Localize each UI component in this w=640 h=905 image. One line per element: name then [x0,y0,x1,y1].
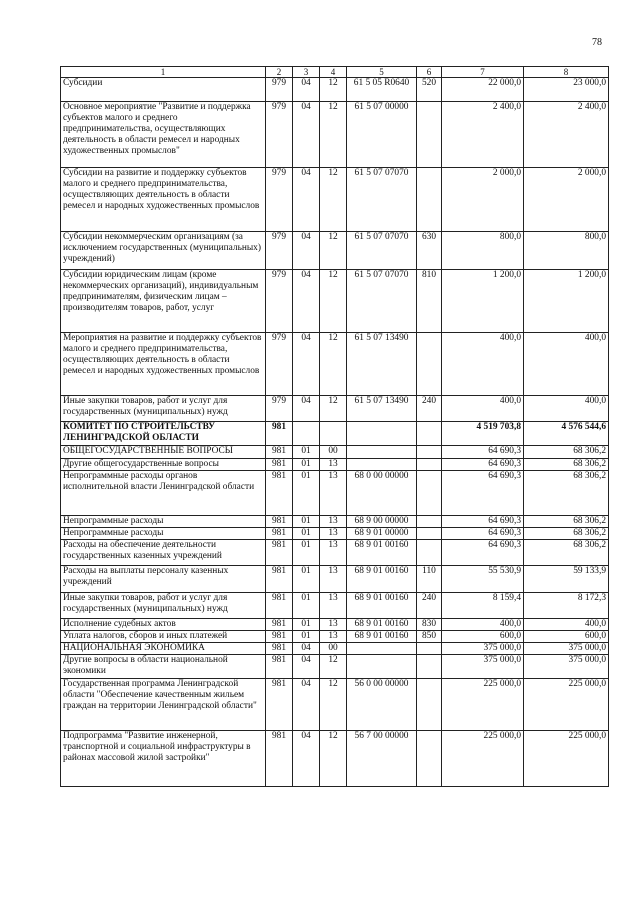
row-section-cell: 04 [293,655,320,679]
row-name-cell: Мероприятия на развитие и поддержку субъектов малого и среднего предпринимательства, осуществляющих деятельность в области ремесел и народных художественных промыслов [61,333,266,396]
row-amount-year1-cell: 64 690,3 [442,528,524,540]
row-subsection-cell: 00 [320,643,347,655]
row-expense-type-cell [417,422,442,446]
table-row [61,631,609,643]
row-expense-type-cell [417,459,442,471]
row-grbs-cell: 979 [266,102,293,168]
row-subsection-cell: 13 [320,631,347,643]
row-name-cell: Непрограммные расходы органов исполнительной власти Ленинградской области [61,471,266,516]
table-row [61,679,609,731]
row-grbs-cell: 979 [266,78,293,102]
row-amount-year1-cell: 400,0 [442,619,524,631]
row-expense-type-cell: 630 [417,232,442,270]
row-target-article-cell: 68 9 01 00000 [347,528,417,540]
row-amount-year2-cell: 23 000,0 [524,78,609,102]
header-cell: 6 [417,67,442,78]
table-row [61,528,609,540]
row-amount-year2-cell: 400,0 [524,333,609,396]
row-section-cell: 04 [293,333,320,396]
table-row [61,270,609,333]
row-subsection-cell: 12 [320,232,347,270]
header-cell: 7 [442,67,524,78]
row-section-cell: 01 [293,528,320,540]
row-amount-year1-cell: 8 159,4 [442,593,524,619]
row-grbs-cell: 981 [266,731,293,787]
row-expense-type-cell: 850 [417,631,442,643]
row-expense-type-cell [417,731,442,787]
row-target-article-cell: 68 9 01 00160 [347,540,417,566]
table-row [61,78,609,102]
row-name-cell: КОМИТЕТ ПО СТРОИТЕЛЬСТВУ ЛЕНИНГРАДСКОЙ ОБЛАСТИ [61,422,266,446]
row-amount-year1-cell: 2 000,0 [442,168,524,232]
row-expense-type-cell [417,446,442,459]
row-section-cell: 04 [293,168,320,232]
row-expense-type-cell [417,102,442,168]
row-amount-year2-cell: 59 133,9 [524,566,609,593]
row-amount-year1-cell: 225 000,0 [442,679,524,731]
row-amount-year2-cell: 600,0 [524,631,609,643]
row-expense-type-cell: 810 [417,270,442,333]
row-name-cell: Расходы на выплаты персоналу казенных учреждений [61,566,266,593]
row-subsection-cell: 13 [320,459,347,471]
row-grbs-cell: 981 [266,631,293,643]
row-name-cell: Государственная программа Ленинградской области "Обеспечение качественным жильем граждан на территории Ленинградской области" [61,679,266,731]
row-target-article-cell: 61 5 07 13490 [347,333,417,396]
row-amount-year2-cell: 68 306,2 [524,446,609,459]
row-expense-type-cell [417,168,442,232]
row-target-article-cell: 68 9 01 00160 [347,566,417,593]
row-subsection-cell: 13 [320,619,347,631]
row-amount-year2-cell: 225 000,0 [524,679,609,731]
row-amount-year1-cell: 64 690,3 [442,459,524,471]
row-amount-year1-cell: 1 200,0 [442,270,524,333]
row-amount-year1-cell: 600,0 [442,631,524,643]
row-target-article-cell: 68 9 01 00160 [347,631,417,643]
budget-table [60,66,609,787]
table-row [61,422,609,446]
row-section-cell: 04 [293,679,320,731]
row-amount-year1-cell: 64 690,3 [442,471,524,516]
row-amount-year1-cell: 375 000,0 [442,655,524,679]
row-amount-year2-cell: 400,0 [524,396,609,422]
row-amount-year2-cell: 375 000,0 [524,643,609,655]
row-amount-year2-cell: 4 576 544,6 [524,422,609,446]
row-target-article-cell [347,655,417,679]
row-amount-year1-cell: 4 519 703,8 [442,422,524,446]
row-section-cell: 04 [293,78,320,102]
row-subsection-cell: 13 [320,516,347,528]
row-name-cell: Непрограммные расходы [61,528,266,540]
row-grbs-cell: 979 [266,168,293,232]
header-cell: 3 [293,67,320,78]
row-expense-type-cell: 520 [417,78,442,102]
row-expense-type-cell [417,643,442,655]
row-amount-year2-cell: 68 306,2 [524,516,609,528]
row-subsection-cell: 13 [320,540,347,566]
row-name-cell: ОБЩЕГОСУДАРСТВЕННЫЕ ВОПРОСЫ [61,446,266,459]
row-subsection-cell: 13 [320,566,347,593]
row-section-cell: 01 [293,566,320,593]
header-cell: 8 [524,67,609,78]
row-name-cell: Иные закупки товаров, работ и услуг для государственных (муниципальных) нужд [61,396,266,422]
row-section-cell: 01 [293,619,320,631]
row-subsection-cell: 13 [320,593,347,619]
row-amount-year1-cell: 400,0 [442,333,524,396]
row-name-cell: Субсидии юридическим лицам (кроме некоммерческих организаций), индивидуальным предпринимателям, физическим лицам – производителям товаров, работ, услуг [61,270,266,333]
row-subsection-cell: 13 [320,528,347,540]
row-subsection-cell: 12 [320,78,347,102]
row-grbs-cell: 981 [266,655,293,679]
row-name-cell: НАЦИОНАЛЬНАЯ ЭКОНОМИКА [61,643,266,655]
row-target-article-cell: 68 9 01 00160 [347,619,417,631]
header-cell: 2 [266,67,293,78]
table-row [61,168,609,232]
row-grbs-cell: 981 [266,471,293,516]
row-subsection-cell: 13 [320,471,347,516]
row-name-cell: Субсидии [61,78,266,102]
row-target-article-cell: 61 5 07 07070 [347,232,417,270]
row-amount-year1-cell: 2 400,0 [442,102,524,168]
row-expense-type-cell [417,471,442,516]
row-section-cell: 01 [293,471,320,516]
row-expense-type-cell: 830 [417,619,442,631]
row-grbs-cell: 981 [266,516,293,528]
table-row [61,619,609,631]
row-target-article-cell: 68 9 01 00160 [347,593,417,619]
row-target-article-cell [347,422,417,446]
row-section-cell: 01 [293,593,320,619]
row-amount-year2-cell: 8 172,3 [524,593,609,619]
row-amount-year2-cell: 225 000,0 [524,731,609,787]
row-amount-year2-cell: 400,0 [524,619,609,631]
row-expense-type-cell [417,516,442,528]
row-section-cell: 04 [293,396,320,422]
row-amount-year2-cell: 68 306,2 [524,528,609,540]
row-section-cell: 04 [293,643,320,655]
row-section-cell [293,422,320,446]
row-amount-year2-cell: 68 306,2 [524,471,609,516]
row-grbs-cell: 981 [266,459,293,471]
row-grbs-cell: 981 [266,643,293,655]
row-grbs-cell: 979 [266,232,293,270]
row-grbs-cell: 981 [266,540,293,566]
row-target-article-cell [347,446,417,459]
row-amount-year2-cell: 800,0 [524,232,609,270]
table-row [61,540,609,566]
row-target-article-cell [347,459,417,471]
row-amount-year1-cell: 375 000,0 [442,643,524,655]
header-cell: 1 [61,67,266,78]
row-name-cell: Субсидии некоммерческим организациям (за исключением государственных (муниципальных) учреждений) [61,232,266,270]
header-cell: 4 [320,67,347,78]
table-row [61,471,609,516]
row-target-article-cell: 68 9 00 00000 [347,516,417,528]
row-amount-year1-cell: 400,0 [442,396,524,422]
row-subsection-cell: 12 [320,679,347,731]
row-expense-type-cell [417,540,442,566]
row-expense-type-cell: 240 [417,396,442,422]
row-name-cell: Подпрограмма "Развитие инженерной, транспортной и социальной инфраструктуры в районах массовой жилой застройки" [61,731,266,787]
row-name-cell: Уплата налогов, сборов и иных платежей [61,631,266,643]
row-subsection-cell [320,422,347,446]
row-target-article-cell: 56 0 00 00000 [347,679,417,731]
table-row [61,731,609,787]
table-row [61,566,609,593]
row-grbs-cell: 981 [266,528,293,540]
row-amount-year1-cell: 55 530,9 [442,566,524,593]
table-row [61,593,609,619]
row-amount-year2-cell: 375 000,0 [524,655,609,679]
page-number: 78 [592,37,602,48]
row-subsection-cell: 12 [320,168,347,232]
table-row [61,516,609,528]
row-target-article-cell: 61 5 07 07070 [347,168,417,232]
row-amount-year1-cell: 64 690,3 [442,540,524,566]
row-section-cell: 04 [293,102,320,168]
row-expense-type-cell: 110 [417,566,442,593]
row-grbs-cell: 981 [266,422,293,446]
row-name-cell: Другие вопросы в области национальной экономики [61,655,266,679]
row-amount-year1-cell: 22 000,0 [442,78,524,102]
row-expense-type-cell [417,333,442,396]
row-section-cell: 01 [293,459,320,471]
row-section-cell: 04 [293,270,320,333]
row-grbs-cell: 979 [266,270,293,333]
row-expense-type-cell: 240 [417,593,442,619]
table-row [61,446,609,459]
table-header-row [61,67,609,78]
row-amount-year2-cell: 1 200,0 [524,270,609,333]
row-target-article-cell: 56 7 00 00000 [347,731,417,787]
row-name-cell: Субсидии на развитие и поддержку субъектов малого и среднего предпринимательства, осуществляющих деятельность в области ремесел и народных художественных промыслов [61,168,266,232]
row-grbs-cell: 981 [266,566,293,593]
row-name-cell: Непрограммные расходы [61,516,266,528]
row-section-cell: 01 [293,631,320,643]
header-cell: 5 [347,67,417,78]
row-name-cell: Основное мероприятие "Развитие и поддержка субъектов малого и среднего предпринимательства, осуществляющих деятельность в области ремесел и народных художественных промыслов" [61,102,266,168]
row-grbs-cell: 981 [266,446,293,459]
row-subsection-cell: 12 [320,333,347,396]
table-row [61,102,609,168]
row-name-cell: Расходы на обеспечение деятельности государственных казенных учреждений [61,540,266,566]
row-amount-year1-cell: 225 000,0 [442,731,524,787]
row-target-article-cell: 61 5 07 00000 [347,102,417,168]
row-target-article-cell [347,643,417,655]
row-amount-year1-cell: 64 690,3 [442,446,524,459]
row-section-cell: 01 [293,446,320,459]
row-subsection-cell: 12 [320,655,347,679]
row-amount-year1-cell: 64 690,3 [442,516,524,528]
table-body [61,78,609,787]
row-name-cell: Иные закупки товаров, работ и услуг для государственных (муниципальных) нужд [61,593,266,619]
row-target-article-cell: 61 5 07 07070 [347,270,417,333]
row-amount-year2-cell: 2 000,0 [524,168,609,232]
row-amount-year2-cell: 68 306,2 [524,540,609,566]
row-section-cell: 01 [293,516,320,528]
table-row [61,643,609,655]
row-grbs-cell: 979 [266,333,293,396]
row-expense-type-cell [417,528,442,540]
row-target-article-cell: 61 5 05 R0640 [347,78,417,102]
row-subsection-cell: 00 [320,446,347,459]
row-grbs-cell: 981 [266,619,293,631]
row-amount-year2-cell: 2 400,0 [524,102,609,168]
row-grbs-cell: 981 [266,679,293,731]
row-target-article-cell: 68 0 00 00000 [347,471,417,516]
row-subsection-cell: 12 [320,731,347,787]
row-section-cell: 04 [293,731,320,787]
row-subsection-cell: 12 [320,102,347,168]
row-expense-type-cell [417,655,442,679]
row-name-cell: Другие общегосударственные вопросы [61,459,266,471]
row-name-cell: Исполнение судебных актов [61,619,266,631]
row-amount-year2-cell: 68 306,2 [524,459,609,471]
table-row [61,333,609,396]
table-row [61,655,609,679]
row-grbs-cell: 981 [266,593,293,619]
row-grbs-cell: 979 [266,396,293,422]
table-row [61,232,609,270]
row-section-cell: 01 [293,540,320,566]
table-row [61,459,609,471]
row-subsection-cell: 12 [320,396,347,422]
row-section-cell: 04 [293,232,320,270]
table-row [61,396,609,422]
row-amount-year1-cell: 800,0 [442,232,524,270]
row-subsection-cell: 12 [320,270,347,333]
row-target-article-cell: 61 5 07 13490 [347,396,417,422]
row-expense-type-cell [417,679,442,731]
